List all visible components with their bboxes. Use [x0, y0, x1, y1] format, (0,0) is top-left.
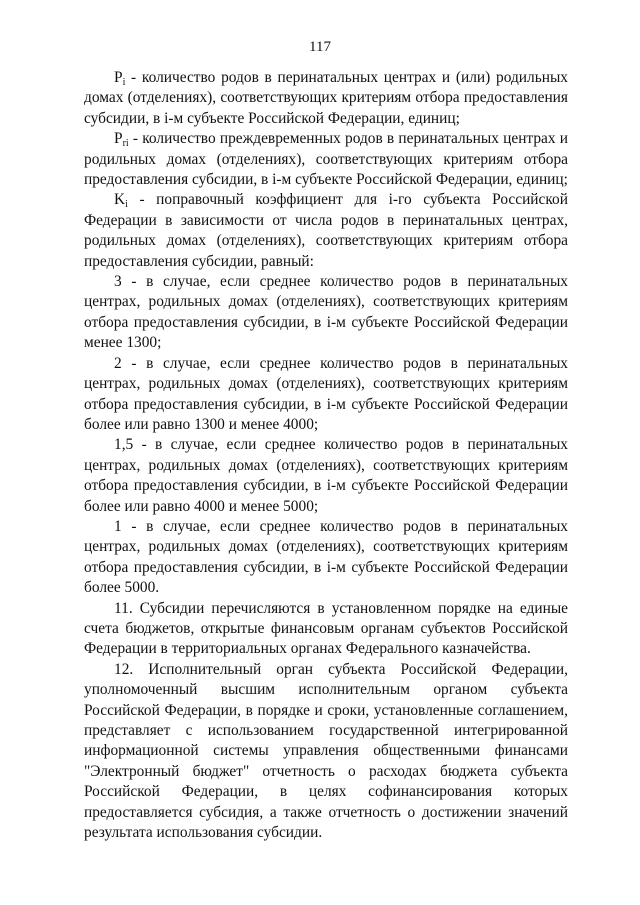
definition-text: - количество родов в перинатальных центрах и (или) родильных домах (отделениях), соответствующих критериям отбора предоставления субсидии, в i-м субъекте Российской Федерации, единиц;	[84, 69, 568, 127]
subscript-i: i	[122, 77, 126, 88]
symbol-k: K	[114, 191, 126, 209]
coefficient-item: 2 - в случае, если среднее количество родов в перинатальных центрах, родильных домах (отделениях), соответствующих критериям отбора предоставления субсидии, в i-м субъекте Российской Федерации более или равно 1300 и менее 4000;	[84, 354, 568, 433]
coefficient-item: 1,5 - в случае, если среднее количество родов в перинатальных центрах, родильных домах (отделениях), соответствующих критериям отбора предоставления субсидии, в i-м субъекте Российской Федерации более или равно 4000 и менее 5000;	[84, 436, 568, 515]
subscript-i: i	[125, 199, 128, 211]
subscript-ri: ri	[122, 138, 129, 150]
coefficient-item: 3 - в случае, если среднее количество родов в перинатальных центрах, родильных домах (отделениях), соответствующих критериям отбора предоставления субсидии, в i-м субъекте Российской Федерации менее 1300;	[84, 273, 568, 352]
definition-text: - количество преждевременных родов в перинатальных центрах и родильных домах (отделениях), соответствующих критериям отбора предоставления субсидии, в i-м субъекте Российской Федерации, единиц;	[84, 130, 568, 189]
document-body	[84, 68, 568, 843]
clause-12: 12. Исполнительный орган субъекта Российской Федерации, уполномоченный высшим исполнительным органом субъекта Российской Федерации, в порядке и сроки, установленные соглашением, представляет с использованием государственной интегрированной информационной системы управления общественными финансами "Электронный бюджет" отчетность о расходах бюджета субъекта Российской Федерации, в целях софинансирования которых предоставляется субсидия, а также отчетность о достижении значений результата использования субсидии.	[84, 660, 568, 842]
definition-p-ri	[84, 129, 568, 190]
symbol-p: P	[114, 69, 123, 86]
definition-p-i	[84, 68, 568, 129]
coefficient-item: 1 - в случае, если среднее количество родов в перинатальных центрах, родильных домах (отделениях), соответствующих критериям отбора предоставления субсидии, в i-м субъекте Российской Федерации более 5000.	[84, 517, 568, 597]
page-number: 117	[309, 39, 331, 55]
definition-k-i	[84, 190, 568, 272]
clause-11: 11. Субсидии перечисляются в установленном порядке на единые счета бюджетов, открытые финансовым органам субъектов Российской Федерации в территориальных органах Федерального казначейства.	[84, 599, 568, 658]
symbol-p: P	[114, 130, 123, 148]
definition-text: - поправочный коэффициент для i-го субъекта Российской Федерации в зависимости от числа родов в перинатальных центрах, родильных домах (отделениях), соответствующих критериям отбора предоставления субсидии, равный:	[84, 191, 568, 270]
